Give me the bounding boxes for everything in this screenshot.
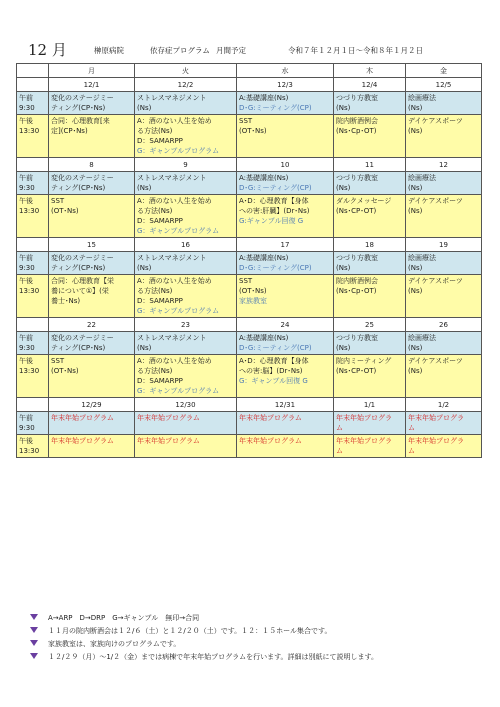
- pm-label: 午後: [19, 357, 33, 365]
- program-line: (Ns): [137, 264, 152, 272]
- am-label: 9:30: [19, 184, 35, 192]
- pm-row: [17, 195, 482, 238]
- program-line: ティング(CP･Ns): [51, 264, 106, 272]
- date-cell: 26: [406, 318, 482, 332]
- am-row: [17, 252, 482, 275]
- pm-label: 午後: [19, 277, 33, 285]
- program-line: る方法(Ns): [137, 127, 173, 135]
- program-line: 絵画療法: [408, 94, 436, 102]
- program-line: (Ns): [336, 264, 351, 272]
- program-cell: [237, 355, 334, 398]
- program-line: A:基礎講座(Ns): [239, 94, 289, 102]
- program-line: (Ns): [137, 184, 152, 192]
- program-cell: [135, 195, 237, 238]
- program-line: つづり方教室: [336, 254, 378, 262]
- bullet-icon: [30, 653, 38, 661]
- am-label: 午前: [19, 174, 33, 182]
- date-cell: 12/29: [49, 398, 135, 412]
- weekday-row: [17, 64, 482, 78]
- pm-label: 午後: [19, 117, 33, 125]
- date-cell: 23: [135, 318, 237, 332]
- program-line: 養について①】(栄: [51, 287, 109, 295]
- program-line: ム: [408, 424, 415, 432]
- program-cell: [334, 275, 406, 318]
- program-cell: [237, 115, 334, 158]
- program-line: 年末年始プログラム: [51, 414, 114, 422]
- program-line: (Ns): [408, 367, 423, 375]
- program-line: A:基礎講座(Ns): [239, 174, 289, 182]
- program-line: デイケアスポーツ: [408, 277, 463, 285]
- program-line: 絵画療法: [408, 334, 436, 342]
- program-line: ム: [408, 447, 415, 455]
- program-line: (OT･Ns): [51, 207, 79, 215]
- pm-label: 午後: [19, 437, 33, 445]
- date-cell: 12/3: [237, 78, 334, 92]
- program-line: ティング(CP･Ns): [51, 184, 106, 192]
- program-name: 依存症プログラム: [150, 46, 210, 55]
- program-line: A:基礎講座(Ns): [239, 254, 289, 262]
- date-cell: 12/4: [334, 78, 406, 92]
- pm-label: 13:30: [19, 207, 40, 215]
- program-line: (OT･Ns): [239, 287, 267, 295]
- program-line: G：ギャンブルプログラム: [137, 227, 220, 235]
- program-line: (Ns･CP･OT): [336, 367, 377, 375]
- program-cell: [49, 275, 135, 318]
- program-cell: [237, 195, 334, 238]
- am-label-cell: [17, 92, 49, 115]
- program-line: A：酒のない人生を始め: [137, 197, 212, 205]
- date-cell: 12/2: [135, 78, 237, 92]
- program-cell: [135, 115, 237, 158]
- date-cell: 18: [334, 238, 406, 252]
- program-line: ム: [336, 447, 343, 455]
- program-line: 年末年始プログラ: [336, 414, 392, 422]
- program-line: A：酒のない人生を始め: [137, 117, 212, 125]
- program-line: D･G:ミーティング(CP): [239, 264, 312, 272]
- date-row: [17, 398, 482, 412]
- program-cell: [135, 332, 237, 355]
- program-line: D：SAMARPP: [137, 297, 183, 305]
- program-line: (Ns･CP･OT): [336, 207, 377, 215]
- calendar-table: [16, 63, 482, 458]
- program-cell: [49, 115, 135, 158]
- am-row: [17, 332, 482, 355]
- program-line: つづり方教室: [336, 334, 378, 342]
- program-line: (Ns･Cp･OT): [336, 127, 377, 135]
- program-line: (Ns): [408, 287, 423, 295]
- bullet-icon: [30, 614, 38, 622]
- program-cell: [49, 92, 135, 115]
- program-line: (Ns): [336, 344, 351, 352]
- program-line: (Ns): [408, 104, 423, 112]
- program-cell: [334, 412, 406, 435]
- program-cell: [237, 435, 334, 458]
- program-line: ストレスマネジメント: [137, 174, 207, 182]
- program-line: (Ns): [408, 344, 423, 352]
- date-row: [17, 78, 482, 92]
- bullet-icon: [30, 627, 38, 635]
- date-cell: 16: [135, 238, 237, 252]
- program-cell: [49, 332, 135, 355]
- program-line: G：ギャンブルプログラム: [137, 147, 220, 155]
- date-cell: 12/1: [49, 78, 135, 92]
- program-line: 変化のステージミー: [51, 94, 114, 102]
- date-cell: 12/31: [237, 398, 334, 412]
- program-line: (Ns): [137, 344, 152, 352]
- program-line: デイケアスポーツ: [408, 117, 463, 125]
- program-cell: [406, 332, 482, 355]
- program-line: G：ギャンブルプログラム: [137, 307, 220, 315]
- am-row: [17, 412, 482, 435]
- weekday-cell: 木: [334, 64, 406, 78]
- program-cell: [237, 252, 334, 275]
- weekday-cell: 火: [135, 64, 237, 78]
- program-line: A･D：心理教育【身体: [239, 357, 309, 365]
- program-line: D･G:ミーティング(CP): [239, 344, 312, 352]
- program-cell: [334, 435, 406, 458]
- program-line: 変化のステージミー: [51, 174, 114, 182]
- note-item: A→ARP D→DRP G→ギャンブル 無印→合同: [30, 612, 378, 625]
- note-item: １１月の院内断酒会は１２/６（土）と１２/２０（土）です。１２：１５ホール集合です。: [30, 625, 378, 638]
- program-cell: [406, 355, 482, 398]
- date-row: [17, 238, 482, 252]
- program-line: SST: [239, 117, 253, 125]
- am-row: [17, 172, 482, 195]
- program-line: つづり方教室: [336, 174, 378, 182]
- program-line: 変化のステージミー: [51, 334, 114, 342]
- program-cell: [334, 172, 406, 195]
- am-label: 午前: [19, 334, 33, 342]
- program-line: (Ns): [336, 184, 351, 192]
- program-cell: [49, 172, 135, 195]
- program-cell: [49, 195, 135, 238]
- program-line: デイケアスポーツ: [408, 197, 463, 205]
- program-cell: [237, 172, 334, 195]
- program-cell: [406, 195, 482, 238]
- pm-label: 13:30: [19, 127, 40, 135]
- program-cell: [406, 435, 482, 458]
- program-line: 年末年始プログラム: [137, 437, 200, 445]
- program-line: 絵画療法: [408, 254, 436, 262]
- program-line: 年末年始プログラ: [408, 414, 464, 422]
- program-cell: [406, 92, 482, 115]
- program-line: 年末年始プログラ: [336, 437, 392, 445]
- date-cell: 22: [49, 318, 135, 332]
- date-cell: 11: [334, 158, 406, 172]
- program-line: 変化のステージミー: [51, 254, 114, 262]
- program-line: (Ns): [137, 104, 152, 112]
- program-cell: [406, 172, 482, 195]
- program-cell: [237, 275, 334, 318]
- pm-label: 13:30: [19, 367, 40, 375]
- program-line: ストレスマネジメント: [137, 254, 207, 262]
- program-line: G：ギャンブルプログラム: [137, 387, 220, 395]
- program-line: A･D：心理教育【身体: [239, 197, 309, 205]
- pm-row: [17, 115, 482, 158]
- program-line: 年末年始プログラム: [239, 437, 302, 445]
- date-cell: 25: [334, 318, 406, 332]
- schedule-label: 月間予定: [216, 46, 246, 55]
- date-cell: 24: [237, 318, 334, 332]
- am-row: [17, 92, 482, 115]
- date-cell: 12/30: [135, 398, 237, 412]
- pm-label-cell: [17, 195, 49, 238]
- program-cell: [237, 92, 334, 115]
- date-cell: 15: [49, 238, 135, 252]
- program-line: (Ns･Cp･OT): [336, 287, 377, 295]
- program-line: D：SAMARPP: [137, 217, 183, 225]
- program-line: A：酒のない人生を始め: [137, 277, 212, 285]
- date-cell: 1/1: [334, 398, 406, 412]
- program-line: ストレスマネジメント: [137, 94, 207, 102]
- program-line: 年末年始プログラ: [408, 437, 464, 445]
- date-cell: 1/2: [406, 398, 482, 412]
- corner-cell: [17, 238, 49, 252]
- program-line: 養士･Ns): [51, 297, 81, 305]
- program-line: (OT･Ns): [51, 367, 79, 375]
- program-cell: [135, 435, 237, 458]
- program-cell: [135, 172, 237, 195]
- program-line: (Ns): [408, 184, 423, 192]
- date-row: [17, 158, 482, 172]
- note-item: 家族教室は、家族向けのプログラムです。: [30, 638, 378, 651]
- program-cell: [334, 355, 406, 398]
- month-title: 12 月: [28, 41, 67, 59]
- program-line: D：SAMARPP: [137, 137, 183, 145]
- program-line: ム: [336, 424, 343, 432]
- pm-label-cell: [17, 115, 49, 158]
- weekday-cell: 金: [406, 64, 482, 78]
- notes-list: [30, 612, 378, 664]
- bullet-icon: [30, 640, 38, 648]
- program-line: SST: [239, 277, 253, 285]
- program-line: ダルクメッセージ: [336, 197, 392, 205]
- program-cell: [135, 275, 237, 318]
- program-cell: [406, 252, 482, 275]
- program-cell: [334, 332, 406, 355]
- program-cell: [406, 412, 482, 435]
- am-label: 9:30: [19, 104, 35, 112]
- am-label: 9:30: [19, 344, 35, 352]
- program-line: (Ns): [336, 104, 351, 112]
- program-line: への害:肝臓】(Dr･Ns): [239, 207, 310, 215]
- program-line: デイケアスポーツ: [408, 357, 463, 365]
- program-line: 院内断酒例会: [336, 117, 378, 125]
- corner-cell: [17, 398, 49, 412]
- corner-cell: [17, 78, 49, 92]
- am-label-cell: [17, 412, 49, 435]
- program-line: る方法(Ns): [137, 207, 173, 215]
- program-cell: [334, 92, 406, 115]
- program-line: ティング(CP･Ns): [51, 344, 106, 352]
- pm-label: 13:30: [19, 287, 40, 295]
- pm-label-cell: [17, 275, 49, 318]
- program-cell: [406, 115, 482, 158]
- date-cell: 9: [135, 158, 237, 172]
- date-cell: 12: [406, 158, 482, 172]
- date-cell: 10: [237, 158, 334, 172]
- program-cell: [237, 332, 334, 355]
- date-row: [17, 318, 482, 332]
- program-line: SST: [51, 197, 65, 205]
- pm-label: 13:30: [19, 447, 40, 455]
- program-line: (Ns): [408, 264, 423, 272]
- program-line: 定](CP･Ns): [51, 127, 88, 135]
- am-label: 9:30: [19, 424, 35, 432]
- pm-row: [17, 355, 482, 398]
- program-cell: [135, 92, 237, 115]
- program-line: 年末年始プログラム: [51, 437, 114, 445]
- program-cell: [334, 252, 406, 275]
- program-line: D：SAMARPP: [137, 377, 183, 385]
- pm-label-cell: [17, 435, 49, 458]
- program-line: つづり方教室: [336, 94, 378, 102]
- program-cell: [135, 355, 237, 398]
- program-cell: [406, 275, 482, 318]
- program-line: G:ギャンブル回復 G: [239, 217, 304, 225]
- program-line: ストレスマネジメント: [137, 334, 207, 342]
- program-line: 院内断酒例会: [336, 277, 378, 285]
- program-line: 年末年始プログラム: [137, 414, 200, 422]
- date-cell: 17: [237, 238, 334, 252]
- program-cell: [49, 435, 135, 458]
- hospital-name: 榊原病院: [94, 46, 124, 55]
- date-cell: 19: [406, 238, 482, 252]
- date-cell: 8: [49, 158, 135, 172]
- weekday-cell: 水: [237, 64, 334, 78]
- program-line: 年末年始プログラム: [239, 414, 302, 422]
- program-line: D･G:ミーティング(CP): [239, 104, 312, 112]
- program-cell: [49, 412, 135, 435]
- am-label: 午前: [19, 94, 33, 102]
- pm-row: [17, 275, 482, 318]
- program-line: 合同：心理教育【栄: [51, 277, 114, 285]
- pm-label-cell: [17, 355, 49, 398]
- program-cell: [135, 412, 237, 435]
- program-line: (Ns): [408, 207, 423, 215]
- corner-cell: [17, 64, 49, 78]
- corner-cell: [17, 318, 49, 332]
- program-line: る方法(Ns): [137, 367, 173, 375]
- page-header: [0, 40, 500, 60]
- corner-cell: [17, 158, 49, 172]
- program-line: る方法(Ns): [137, 287, 173, 295]
- program-cell: [237, 412, 334, 435]
- am-label-cell: [17, 332, 49, 355]
- program-line: ティング(CP･Ns): [51, 104, 106, 112]
- program-cell: [334, 195, 406, 238]
- am-label-cell: [17, 172, 49, 195]
- program-line: (Ns): [408, 127, 423, 135]
- weekday-cell: 月: [49, 64, 135, 78]
- am-label: 午前: [19, 254, 33, 262]
- am-label: 午前: [19, 414, 33, 422]
- program-line: G：ギャンブル回復 G: [239, 377, 308, 385]
- program-line: A：酒のない人生を始め: [137, 357, 212, 365]
- program-cell: [49, 252, 135, 275]
- program-line: への害:脳】(Dr･Ns): [239, 367, 303, 375]
- pm-row: [17, 435, 482, 458]
- program-line: A:基礎講座(Ns): [239, 334, 289, 342]
- pm-label: 午後: [19, 197, 33, 205]
- date-range: 令和７年１２月１日～令和８年１月２日: [288, 46, 423, 55]
- program-line: (OT･Ns): [239, 127, 267, 135]
- program-line: 家族教室: [239, 297, 267, 305]
- program-line: 絵画療法: [408, 174, 436, 182]
- am-label-cell: [17, 252, 49, 275]
- program-line: SST: [51, 357, 65, 365]
- program-line: 院内ミーティング: [336, 357, 392, 365]
- program-line: D･G:ミーティング(CP): [239, 184, 312, 192]
- note-item: １２/２９（月）～1/２（金）までは病棟で年末年始プログラムを行います。詳細は別紙にて説明します。: [30, 651, 378, 664]
- am-label: 9:30: [19, 264, 35, 272]
- program-cell: [49, 355, 135, 398]
- program-line: 合同：心理教育[来: [51, 117, 110, 125]
- program-cell: [135, 252, 237, 275]
- date-cell: 12/5: [406, 78, 482, 92]
- program-cell: [334, 115, 406, 158]
